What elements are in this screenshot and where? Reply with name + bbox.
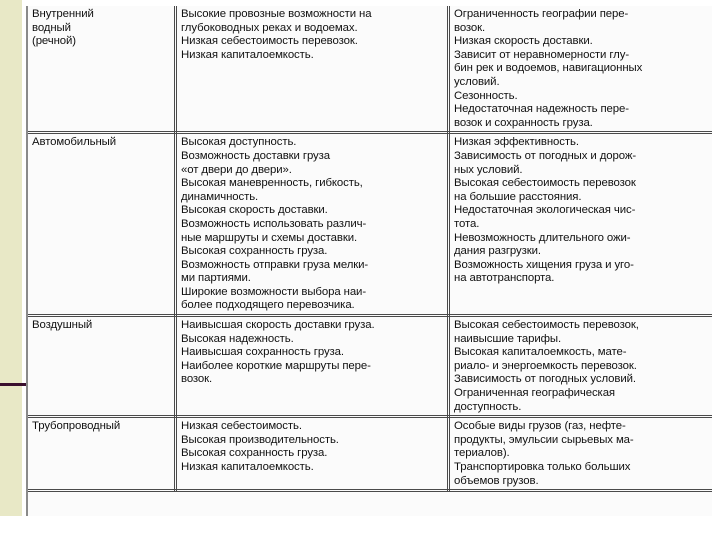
advantage-line: «от двери до двери». <box>181 163 292 176</box>
disadvantages-cell <box>449 133 713 316</box>
disadvantage-line: Высокая себестоимость перевозок, <box>454 319 639 332</box>
advantage-line: Высокая скорость доставки. <box>181 204 328 217</box>
transport-mode-label: Трубопроводный <box>32 420 121 433</box>
disadvantage-line: тота. <box>454 217 480 230</box>
advantage-line: динамичность. <box>181 190 259 203</box>
slide-side-bar <box>0 0 22 540</box>
disadvantage-line: Низкая эффективность. <box>454 136 579 149</box>
advantage-line: Высокая сохранность груза. <box>181 447 328 460</box>
transport-mode-label: Воздушный <box>32 319 93 332</box>
disadvantage-line: условий. <box>454 75 500 88</box>
disadvantage-line: ных условий. <box>454 163 523 176</box>
advantage-line: Высокая сохранность груза. <box>181 245 328 258</box>
disadvantage-line: Зависимость от погодных условий. <box>454 373 636 386</box>
disadvantage-line: дания разгрузки. <box>454 245 541 258</box>
transport-mode-cell <box>28 133 176 316</box>
advantage-line: Возможность доставки груза <box>181 149 330 162</box>
disadvantage-line: Ограниченная географическая <box>454 387 615 400</box>
disadvantage-line: Зависит от неравномерности глу- <box>454 48 630 61</box>
advantage-line: Высокие провозные возможности на <box>181 8 372 20</box>
disadvantage-line: Недостаточная надежность пере- <box>454 103 629 116</box>
advantage-line: Наиболее короткие маршруты пере- <box>181 359 371 372</box>
disadvantage-line: Особые виды грузов (газ, нефте- <box>454 420 626 433</box>
advantage-line: Широкие возможности выбора наи- <box>181 285 367 298</box>
disadvantages-cell <box>449 417 713 491</box>
advantages-cell <box>176 133 449 316</box>
advantages-cell <box>176 6 449 133</box>
disadvantage-line: риало- и энергоемкость перевозок. <box>454 359 637 372</box>
disadvantage-line: доступность. <box>454 400 522 413</box>
disadvantages-cell <box>449 6 713 133</box>
disadvantage-line: Транспортировка только больших <box>454 461 631 473</box>
disadvantage-line: Невозможность длительного ожи- <box>454 231 631 244</box>
disadvantage-line: Недостаточная экологическая чис- <box>454 204 636 217</box>
table-row <box>28 417 712 491</box>
table-row <box>28 6 712 133</box>
disadvantage-line: Зависимость от погодных и дорож- <box>454 149 637 162</box>
transport-mode-cell <box>28 316 176 417</box>
disadvantages-cell <box>449 316 713 417</box>
advantage-line: Низкая капиталоемкость. <box>181 461 314 473</box>
table-row <box>28 133 712 316</box>
disadvantage-line: на автотранспорта. <box>454 272 555 285</box>
transport-mode-cell <box>28 417 176 491</box>
advantage-line: возок. <box>181 373 213 386</box>
disadvantage-line: бин рек и водоемов, навигационных <box>454 62 643 75</box>
scanned-table-image <box>26 6 712 516</box>
advantage-line: Высокая доступность. <box>181 136 297 149</box>
disadvantage-line: на большие расстояния. <box>454 190 582 203</box>
transport-mode-label: Автомобильный <box>32 136 116 149</box>
disadvantage-line: териалов). <box>454 447 510 460</box>
advantages-cell <box>176 417 449 491</box>
advantage-line: Низкая себестоимость перевозок. <box>181 35 358 48</box>
disadvantage-line: Низкая скорость доставки. <box>454 35 593 48</box>
advantage-line: Низкая капиталоемкость. <box>181 48 314 61</box>
table-body <box>28 6 712 491</box>
slide-bottom-margin <box>0 516 720 540</box>
table-row <box>28 316 712 417</box>
advantage-line: Высокая производительность. <box>181 433 339 446</box>
advantage-line: ми партиями. <box>181 272 251 285</box>
disadvantage-line: объемов грузов. <box>454 474 539 487</box>
disadvantage-line: Высокая капиталоемкость, мате- <box>454 346 627 359</box>
transport-comparison-table <box>28 6 712 492</box>
disadvantage-line: Возможность хищения груза и уго- <box>454 258 634 271</box>
disadvantage-line: продукты, эмульсии сырьевых ма- <box>454 433 634 446</box>
disadvantage-line: возок. <box>454 21 486 34</box>
slide-accent-line <box>0 383 28 386</box>
advantage-line: Высокая надежность. <box>181 332 294 345</box>
advantages-cell <box>176 316 449 417</box>
advantage-line: Возможность использовать различ- <box>181 217 367 230</box>
disadvantage-line: возок и сохранность груза. <box>454 116 593 129</box>
transport-mode-cell <box>28 6 176 133</box>
advantage-line: Высокая маневренность, гибкость, <box>181 177 363 190</box>
advantage-line: Низкая себестоимость. <box>181 420 302 433</box>
disadvantage-line: Высокая себестоимость перевозок <box>454 177 636 190</box>
disadvantage-line: Ограниченность географии пере- <box>454 8 629 20</box>
advantage-line: Возможность отправки груза мелки- <box>181 258 369 271</box>
advantage-line: более подходящего перевозчика. <box>181 299 355 312</box>
disadvantage-line: Сезонность. <box>454 89 518 102</box>
advantage-line: Наивысшая скорость доставки груза. <box>181 319 375 332</box>
advantage-line: ные маршруты и схемы доставки. <box>181 231 358 244</box>
transport-mode-label: Внутренний водный (речной) <box>32 8 94 48</box>
advantage-line: глубоководных реках и водоемах. <box>181 21 358 34</box>
disadvantage-line: наивысшие тарифы. <box>454 332 562 345</box>
advantage-line: Наивысшая сохранность груза. <box>181 346 344 359</box>
